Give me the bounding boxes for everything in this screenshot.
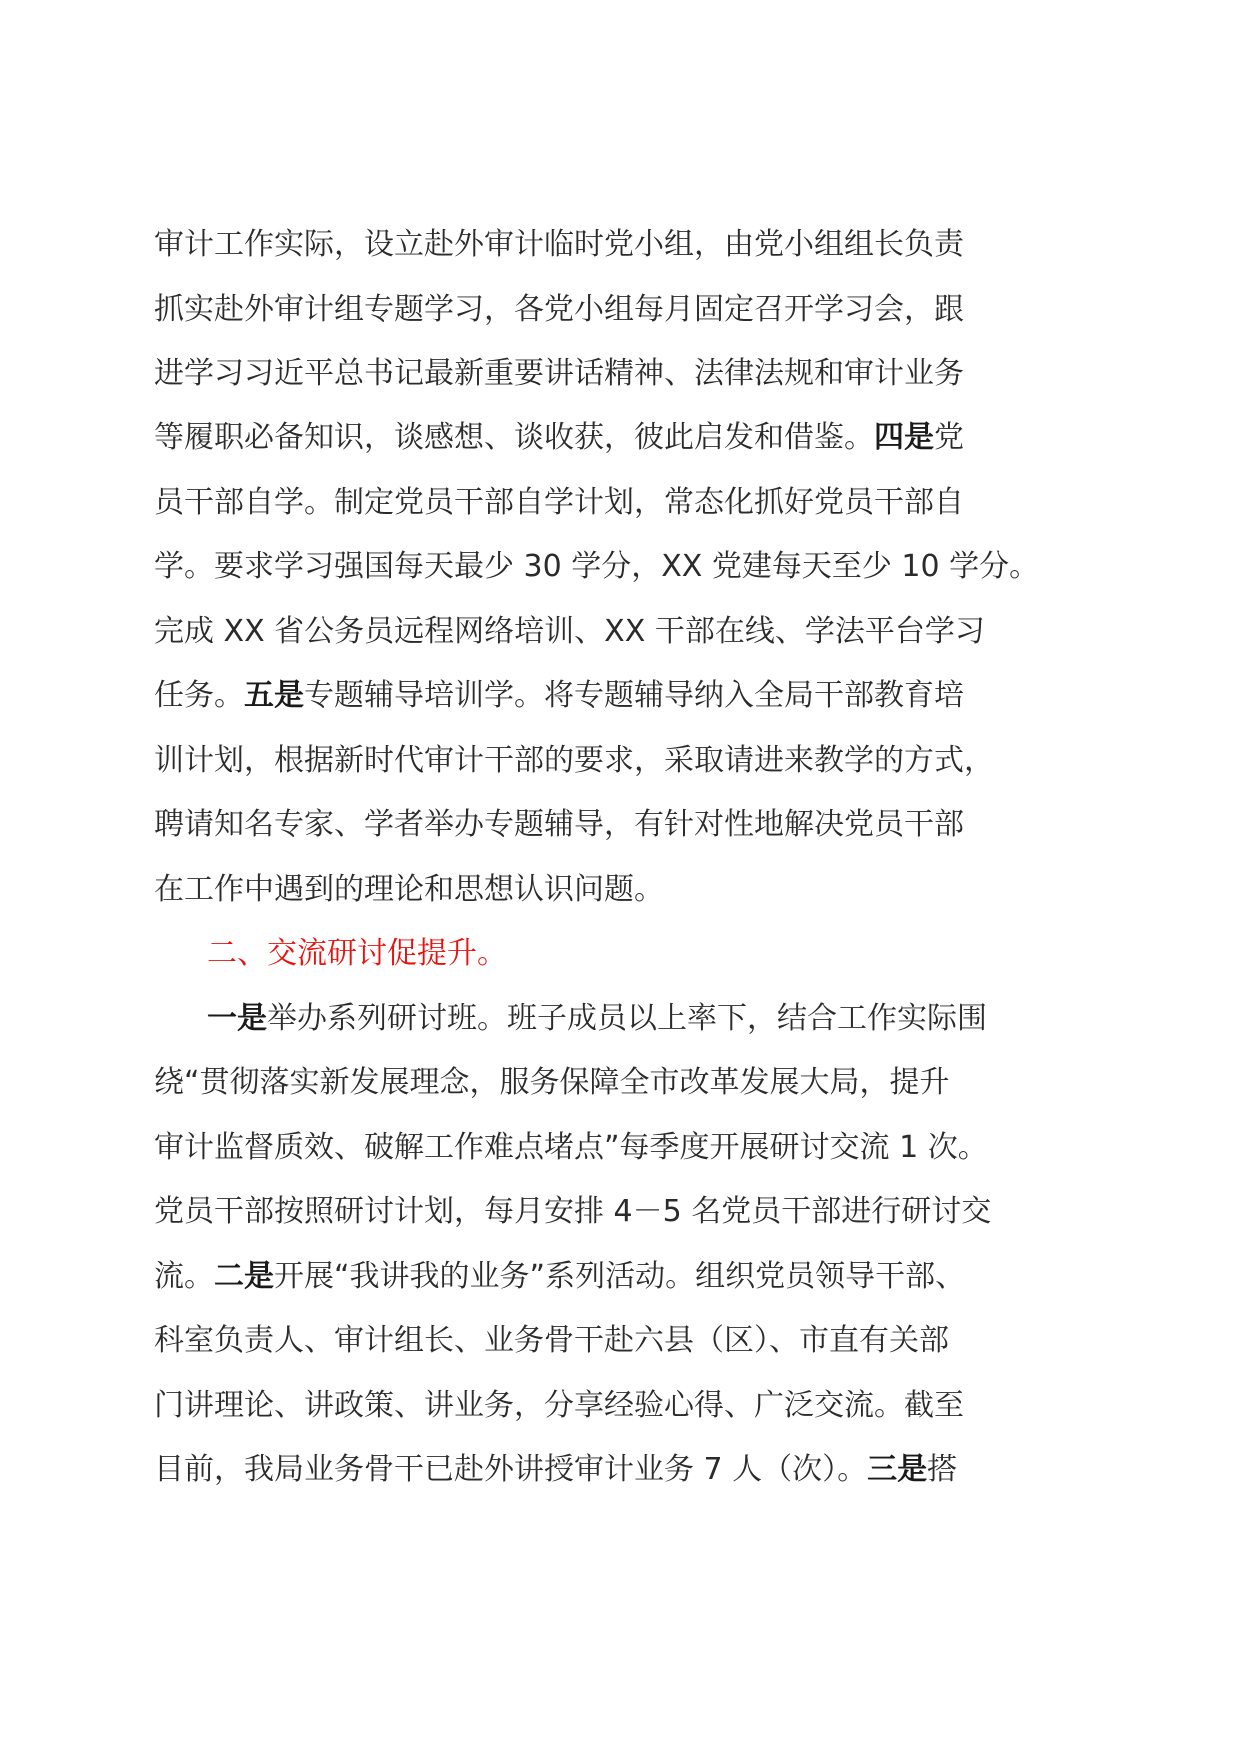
text-line (154, 1450, 957, 1490)
text-line (154, 1257, 965, 1297)
text-line (154, 676, 964, 716)
text-segment: 进学习习近平总书记最新重要讲话精神、法律法规和审计业务 (154, 356, 964, 391)
text-line (154, 1192, 991, 1232)
text-segment: 学。要求学习强国每天最少 30 学分，XX 党建每天至少 10 学分。 (154, 549, 1040, 584)
text-segment: 抓实赴外审计组专题学习，各党小组每月固定召开学习会，跟 (154, 292, 964, 327)
text-line (154, 1386, 964, 1426)
bold-marker: 三是 (867, 1452, 928, 1487)
text-line (154, 547, 1039, 587)
text-segment: 审计工作实际，设立赴外审计临时党小组，由党小组组长负责 (154, 227, 964, 262)
text-segment: 任务。 (154, 678, 244, 713)
text-line (154, 1321, 949, 1361)
text-line (154, 1128, 988, 1168)
text-segment: 科室负责人、审计组长、业务骨干赴六县（区）、市直有关部 (154, 1323, 949, 1358)
text-segment: 员干部自学。制定党员干部自学计划，常态化抓好党员干部自 (154, 485, 964, 520)
text-segment: 训计划，根据新时代审计干部的要求，采取请进来教学的方式， (154, 743, 994, 778)
text-line (154, 354, 964, 394)
text-segment: 目前，我局业务骨干已赴外讲授审计业务 7 人（次）。 (154, 1452, 868, 1487)
bold-marker: 二是 (214, 1259, 274, 1294)
text-segment: 门讲理论、讲政策、讲业务，分享经验心得、广泛交流。截至 (154, 1388, 964, 1423)
text-segment: 流。 (154, 1259, 214, 1294)
text-line (154, 612, 985, 652)
text-segment: 专题辅导培训学。将专题辅导纳入全局干部教育培 (304, 678, 964, 713)
bold-marker: 五是 (244, 678, 304, 713)
text-line (154, 1063, 950, 1103)
text-segment: 搭 (927, 1452, 958, 1487)
text-segment: 审计监督质效、破解工作难点堵点”每季度开展研讨交流 1 次。 (154, 1130, 988, 1165)
text-segment: 在工作中遇到的理论和思想认识问题。 (154, 872, 664, 907)
text-segment: 等履职必备知识，谈感想、谈收获，彼此启发和借鉴。 (154, 420, 874, 455)
text-segment: 党员干部按照研讨计划，每月安排 4－5 名党员干部进行研讨交 (154, 1194, 992, 1229)
text-line (154, 870, 664, 910)
text-segment: 举办系列研讨班。班子成员以上率下，结合工作实际围 (267, 1001, 987, 1036)
text-segment: 聘请知名专家、学者举办专题辅导，有针对性地解决党员干部 (154, 807, 964, 842)
text-line (154, 741, 994, 781)
text-segment: 党 (934, 420, 964, 455)
text-line (154, 290, 964, 330)
text-segment: 绕“贯彻落实新发展理念，服务保障全市改革发展大局，提升 (154, 1065, 950, 1100)
text-line (154, 418, 964, 458)
text-segment: 开展“我讲我的业务”系列活动。组织党员领导干部、 (274, 1259, 966, 1294)
bold-marker: 一是 (207, 1001, 267, 1036)
text-line (154, 805, 964, 845)
text-line (154, 483, 964, 523)
section-heading (207, 934, 507, 974)
bold-marker: 四是 (874, 420, 934, 455)
heading-text: 二、交流研讨促提升。 (207, 936, 507, 971)
text-line (207, 999, 987, 1039)
text-segment: 完成 XX 省公务员远程网络培训、XX 干部在线、学法平台学习 (154, 614, 985, 649)
text-line (154, 225, 964, 265)
